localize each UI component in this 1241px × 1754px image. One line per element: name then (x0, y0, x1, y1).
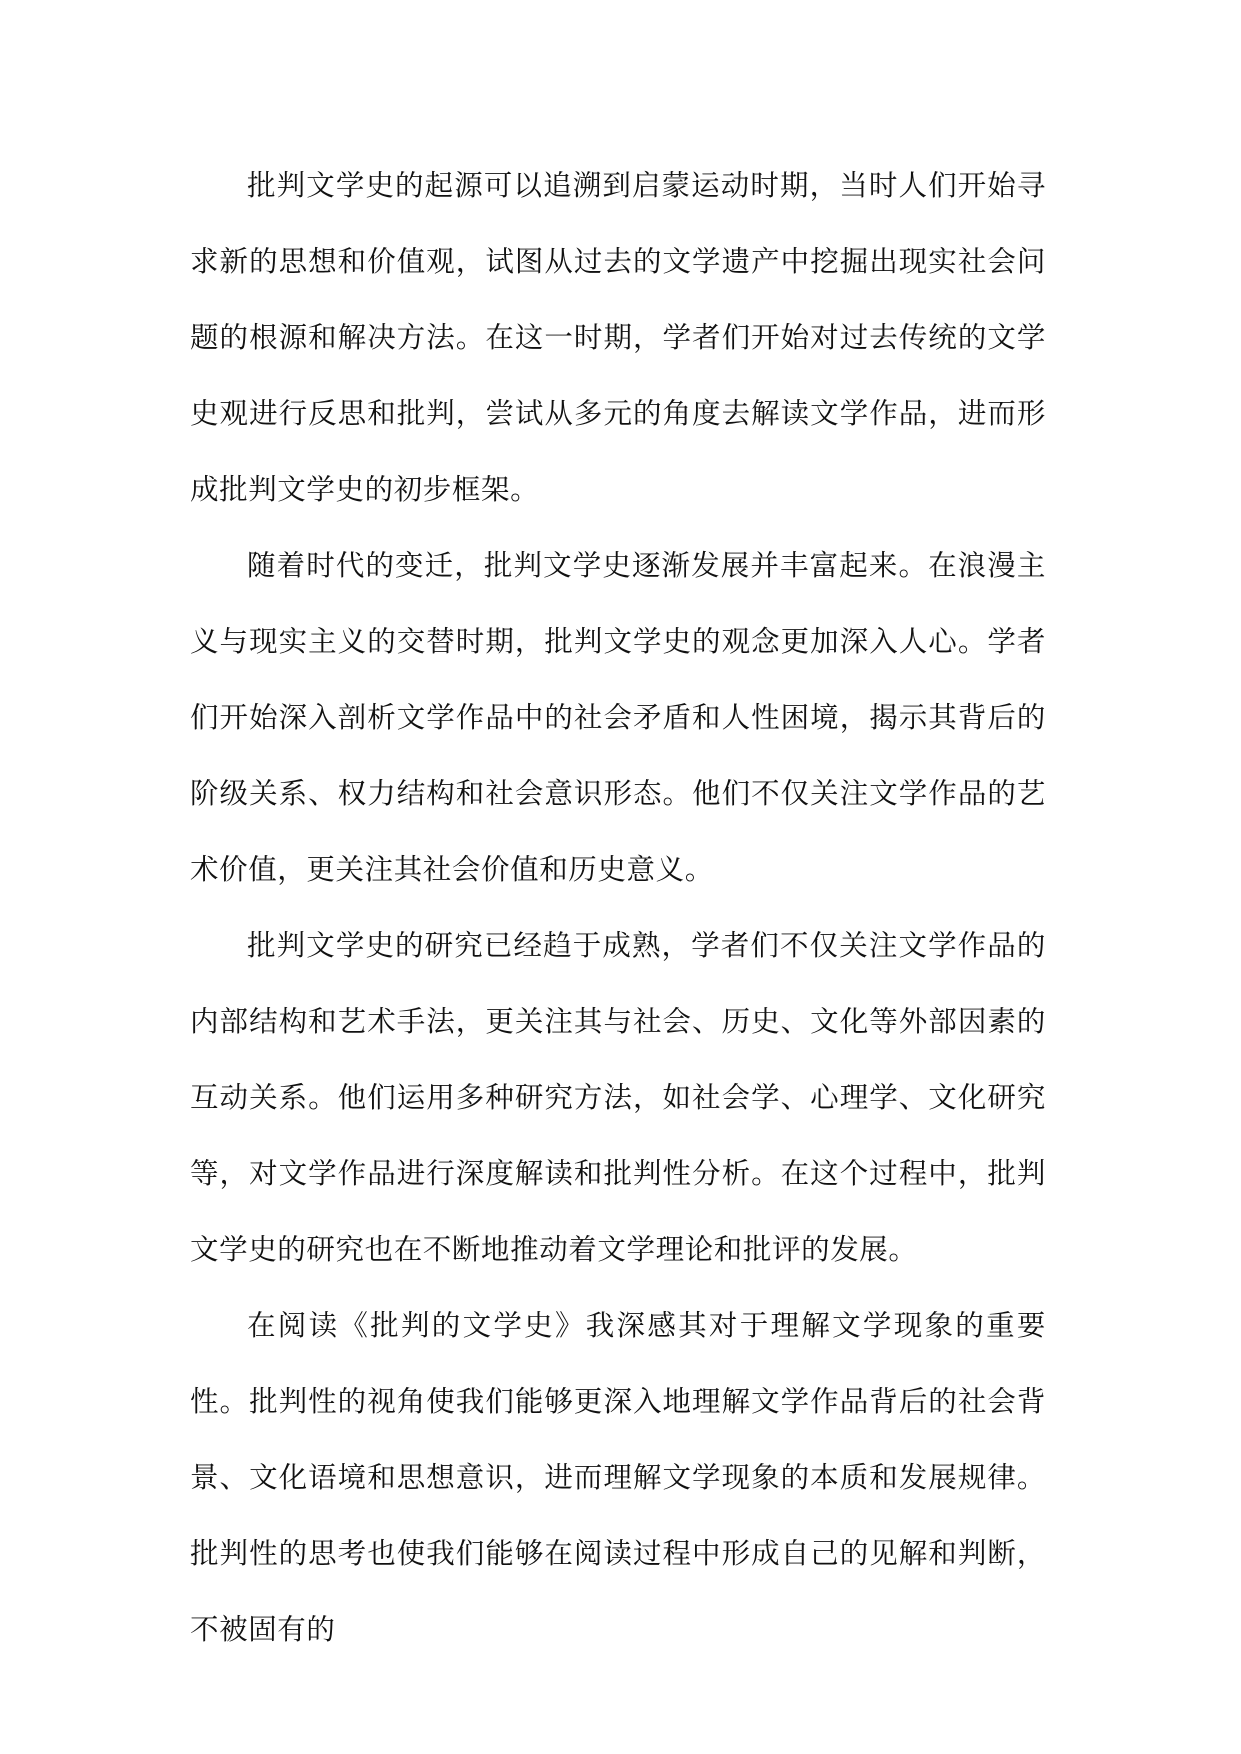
paragraph-3: 批判文学史的研究已经趋于成熟，学者们不仅关注文学作品的内部结构和艺术手法，更关注其与社会、历史、文化等外部因素的互动关系。他们运用多种研究方法，如社会学、心理学、文化研究等，对文学作品进行深度解读和批判性分析。在这个过程中，批判文学史的研究也在不断地推动着文学理论和批评的发展。 (190, 929, 1046, 1266)
document-body (190, 148, 1046, 1668)
paragraph-2: 随着时代的变迁，批判文学史逐渐发展并丰富起来。在浪漫主义与现实主义的交替时期，批判文学史的观念更加深入人心。学者们开始深入剖析文学作品中的社会矛盾和人性困境，揭示其背后的阶级关系、权力结构和社会意识形态。他们不仅关注文学作品的艺术价值，更关注其社会价值和历史意义。 (190, 549, 1046, 886)
paragraph-4: 在阅读《批判的文学史》我深感其对于理解文学现象的重要性。批判性的视角使我们能够更深入地理解文学作品背后的社会背景、文化语境和思想意识，进而理解文学现象的本质和发展规律。批判性的思考也使我们能够在阅读过程中形成自己的见解和判断，不被固有的 (190, 1309, 1046, 1646)
paragraph-1: 批判文学史的起源可以追溯到启蒙运动时期，当时人们开始寻求新的思想和价值观，试图从过去的文学遗产中挖掘出现实社会问题的根源和解决方法。在这一时期，学者们开始对过去传统的文学史观进行反思和批判，尝试从多元的角度去解读文学作品，进而形成批判文学史的初步框架。 (190, 169, 1046, 506)
